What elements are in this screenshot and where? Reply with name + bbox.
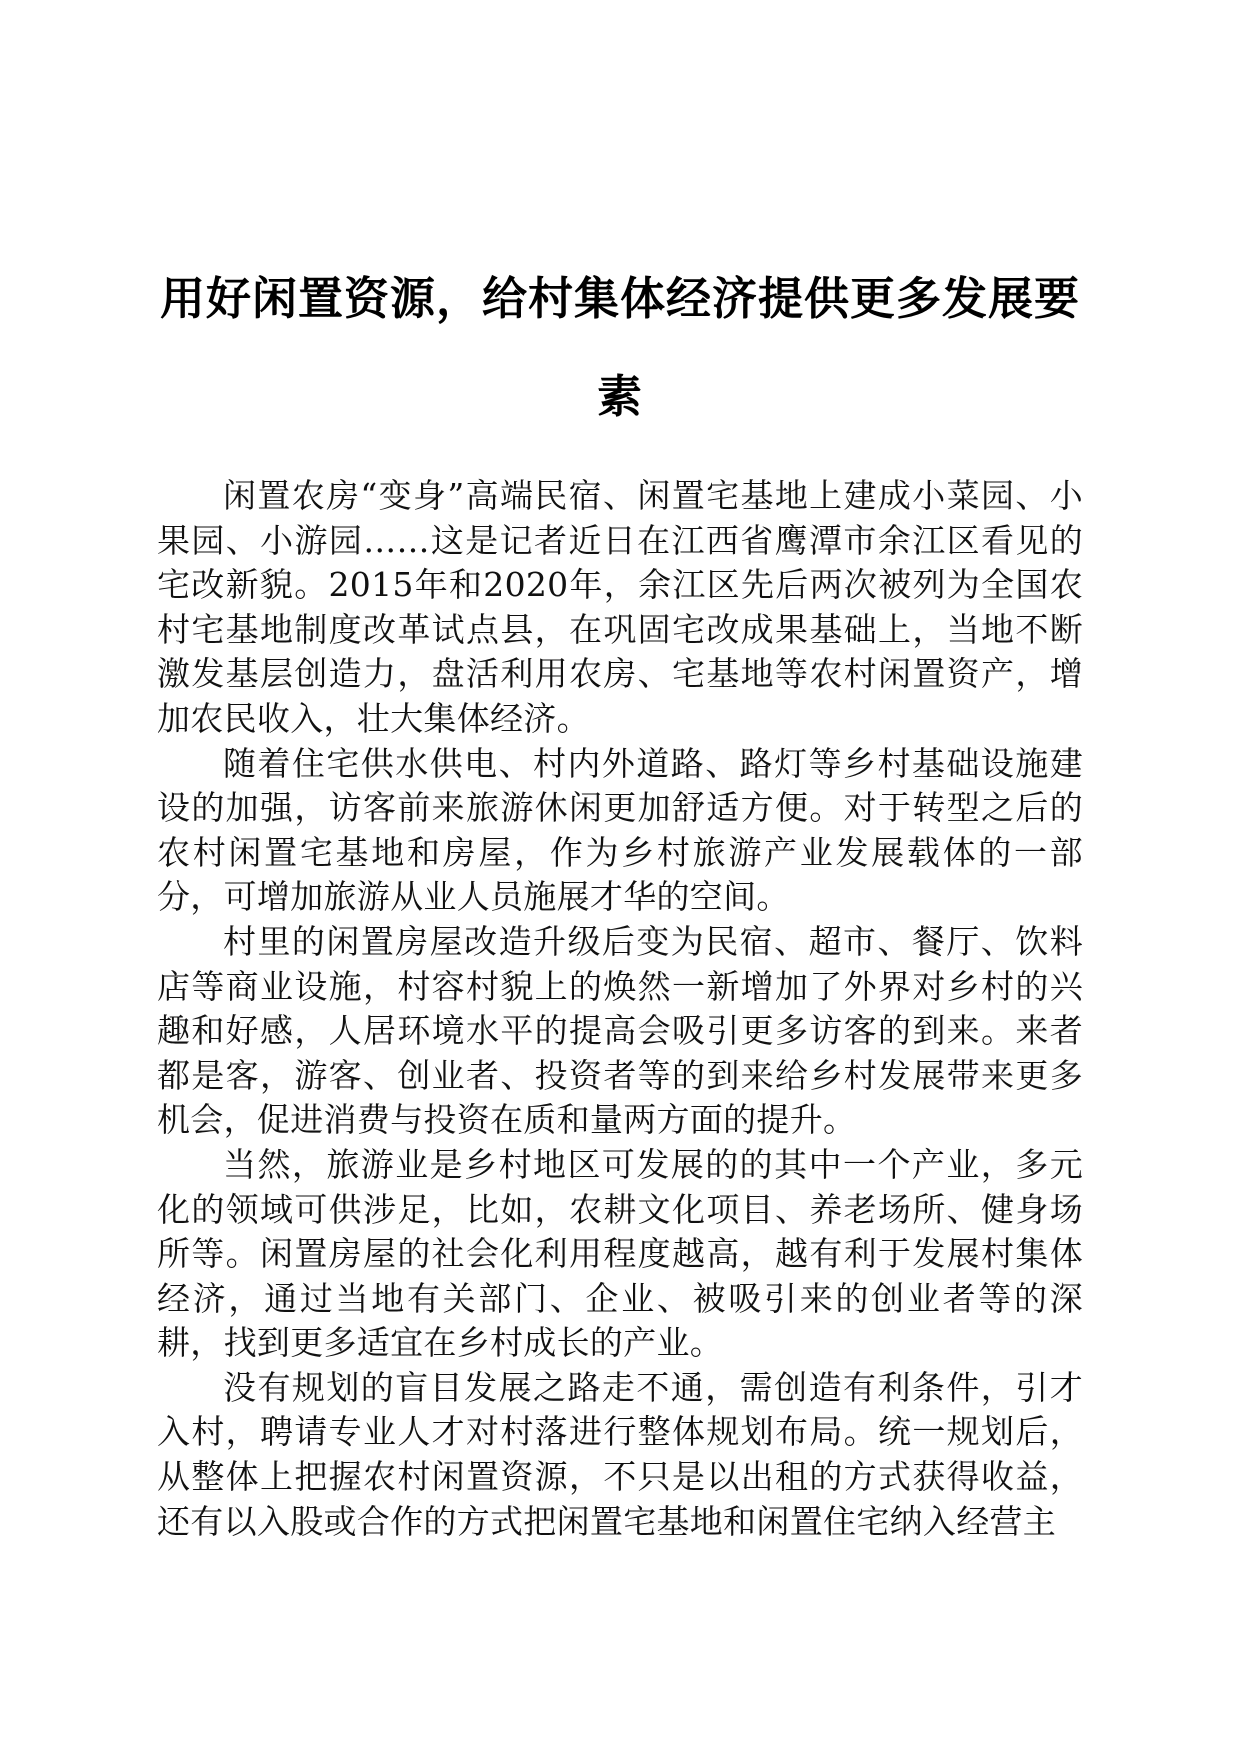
- paragraph: 闲置农房“变身”高端民宿、闲置宅基地上建成小菜园、小果园、小游园……这是记者近日在江西省鹰潭市余江区看见的宅改新貌。2015年和2020年，余江区先后两次被列为全国农村宅基地制度改革试点县，在巩固宅改成果基础上，当地不断激发基层创造力，盘活利用农房、宅基地等农村闲置资产，增加农民收入，壮大集体经济。: [157, 476, 1083, 738]
- paragraph: 没有规划的盲目发展之路走不通，需创造有利条件，引才入村，聘请专业人才对村落进行整体规划布局。统一规划后，从整体上把握农村闲置资源，不只是以出租的方式获得收益，还有以入股或合作的方式把闲置宅基地和闲置住宅纳入经营主: [157, 1367, 1083, 1541]
- paragraph: 当然，旅游业是乡村地区可发展的的其中一个产业，多元化的领域可供涉足，比如，农耕文化项目、养老场所、健身场所等。闲置房屋的社会化利用程度越高，越有利于发展村集体经济，通过当地有关部门、企业、被吸引来的创业者等的深耕，找到更多适宜在乡村成长的产业。: [157, 1144, 1083, 1363]
- document-title: 用好闲置资源，给村集体经济提供更多发展要素: [159, 272, 1080, 423]
- document-body: [157, 474, 1083, 1544]
- paragraph: 村里的闲置房屋改造升级后变为民宿、超市、餐厅、饮料店等商业设施，村容村貌上的焕然一新增加了外界对乡村的兴趣和好感，人居环境水平的提高会吸引更多访客的到来。来者都是客，游客、创业者、投资者等的到来给乡村发展带来更多机会，促进消费与投资在质和量两方面的提升。: [157, 921, 1083, 1140]
- paragraph: 随着住宅供水供电、村内外道路、路灯等乡村基础设施建设的加强，访客前来旅游休闲更加舒适方便。对于转型之后的农村闲置宅基地和房屋，作为乡村旅游产业发展载体的一部分，可增加旅游从业人员施展才华的空间。: [157, 743, 1083, 917]
